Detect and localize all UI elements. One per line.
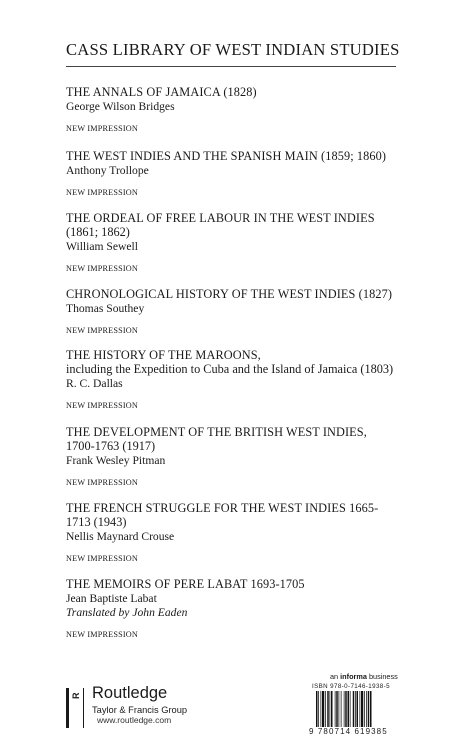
- publisher-name: Routledge: [92, 684, 168, 702]
- barcode-number: 9 780714 619385: [309, 727, 388, 736]
- book-note: NEW IMPRESSION: [66, 326, 139, 335]
- informa-tagline: an informa business: [330, 672, 398, 681]
- book-title: CHRONOLOGICAL HISTORY OF THE WEST INDIES (1827): [66, 287, 393, 301]
- book-note: NEW IMPRESSION: [66, 188, 139, 197]
- book-note: NEW IMPRESSION: [66, 554, 139, 563]
- book-subtitle: including the Expedition to Cuba and the Island of Jamaica (1803): [66, 362, 394, 376]
- book-entry: [66, 287, 396, 335]
- book-author: Frank Wesley Pitman: [66, 454, 166, 467]
- book-note: NEW IMPRESSION: [66, 124, 139, 133]
- book-title: THE DEVELOPMENT OF THE BRITISH WEST INDIES,: [66, 425, 367, 439]
- book-note: NEW IMPRESSION: [66, 478, 139, 487]
- book-author: William Sewell: [66, 240, 138, 253]
- isbn-label: ISBN 978-0-7146-1938-5: [312, 683, 390, 690]
- book-author: Anthony Trollope: [66, 164, 149, 177]
- book-title: THE HISTORY OF THE MAROONS,: [66, 348, 261, 362]
- book-entry: [66, 85, 396, 133]
- book-title: THE WEST INDIES AND THE SPANISH MAIN (1859; 1860): [66, 149, 387, 163]
- book-author: Thomas Southey: [66, 302, 145, 315]
- book-note: NEW IMPRESSION: [66, 630, 139, 639]
- book-entry: [66, 149, 396, 197]
- book-translator: Translated by John Eaden: [66, 606, 188, 619]
- book-note: NEW IMPRESSION: [66, 401, 139, 410]
- book-title: THE ANNALS OF JAMAICA (1828): [66, 85, 257, 99]
- book-title: THE FRENCH STRUGGLE FOR THE WEST INDIES 1665-: [66, 501, 379, 515]
- book-author: Jean Baptiste Labat: [66, 592, 157, 605]
- book-author: Nellis Maynard Crouse: [66, 530, 175, 543]
- routledge-logo-icon: R: [66, 688, 84, 728]
- publisher-url: www.routledge.com: [97, 715, 172, 725]
- book-author: George Wilson Bridges: [66, 100, 175, 113]
- book-year: 1713 (1943): [66, 515, 127, 529]
- book-title: THE MEMOIRS OF PERE LABAT 1693-1705: [66, 577, 305, 591]
- book-title: THE ORDEAL OF FREE LABOUR IN THE WEST INDIES: [66, 211, 375, 225]
- book-author: R. C. Dallas: [66, 377, 123, 390]
- book-entry: [66, 211, 396, 273]
- title-rule: [66, 66, 396, 67]
- book-entry: [66, 425, 396, 487]
- book-note: NEW IMPRESSION: [66, 264, 139, 273]
- book-year: (1861; 1862): [66, 225, 130, 239]
- book-year: 1700-1763 (1917): [66, 439, 156, 453]
- book-entry: [66, 348, 396, 410]
- series-title: CASS LIBRARY OF WEST INDIAN STUDIES: [66, 40, 400, 59]
- book-entry: [66, 501, 396, 563]
- publisher-group: Taylor & Francis Group: [92, 705, 188, 715]
- barcode-icon: [316, 691, 392, 727]
- book-entry: [66, 577, 396, 639]
